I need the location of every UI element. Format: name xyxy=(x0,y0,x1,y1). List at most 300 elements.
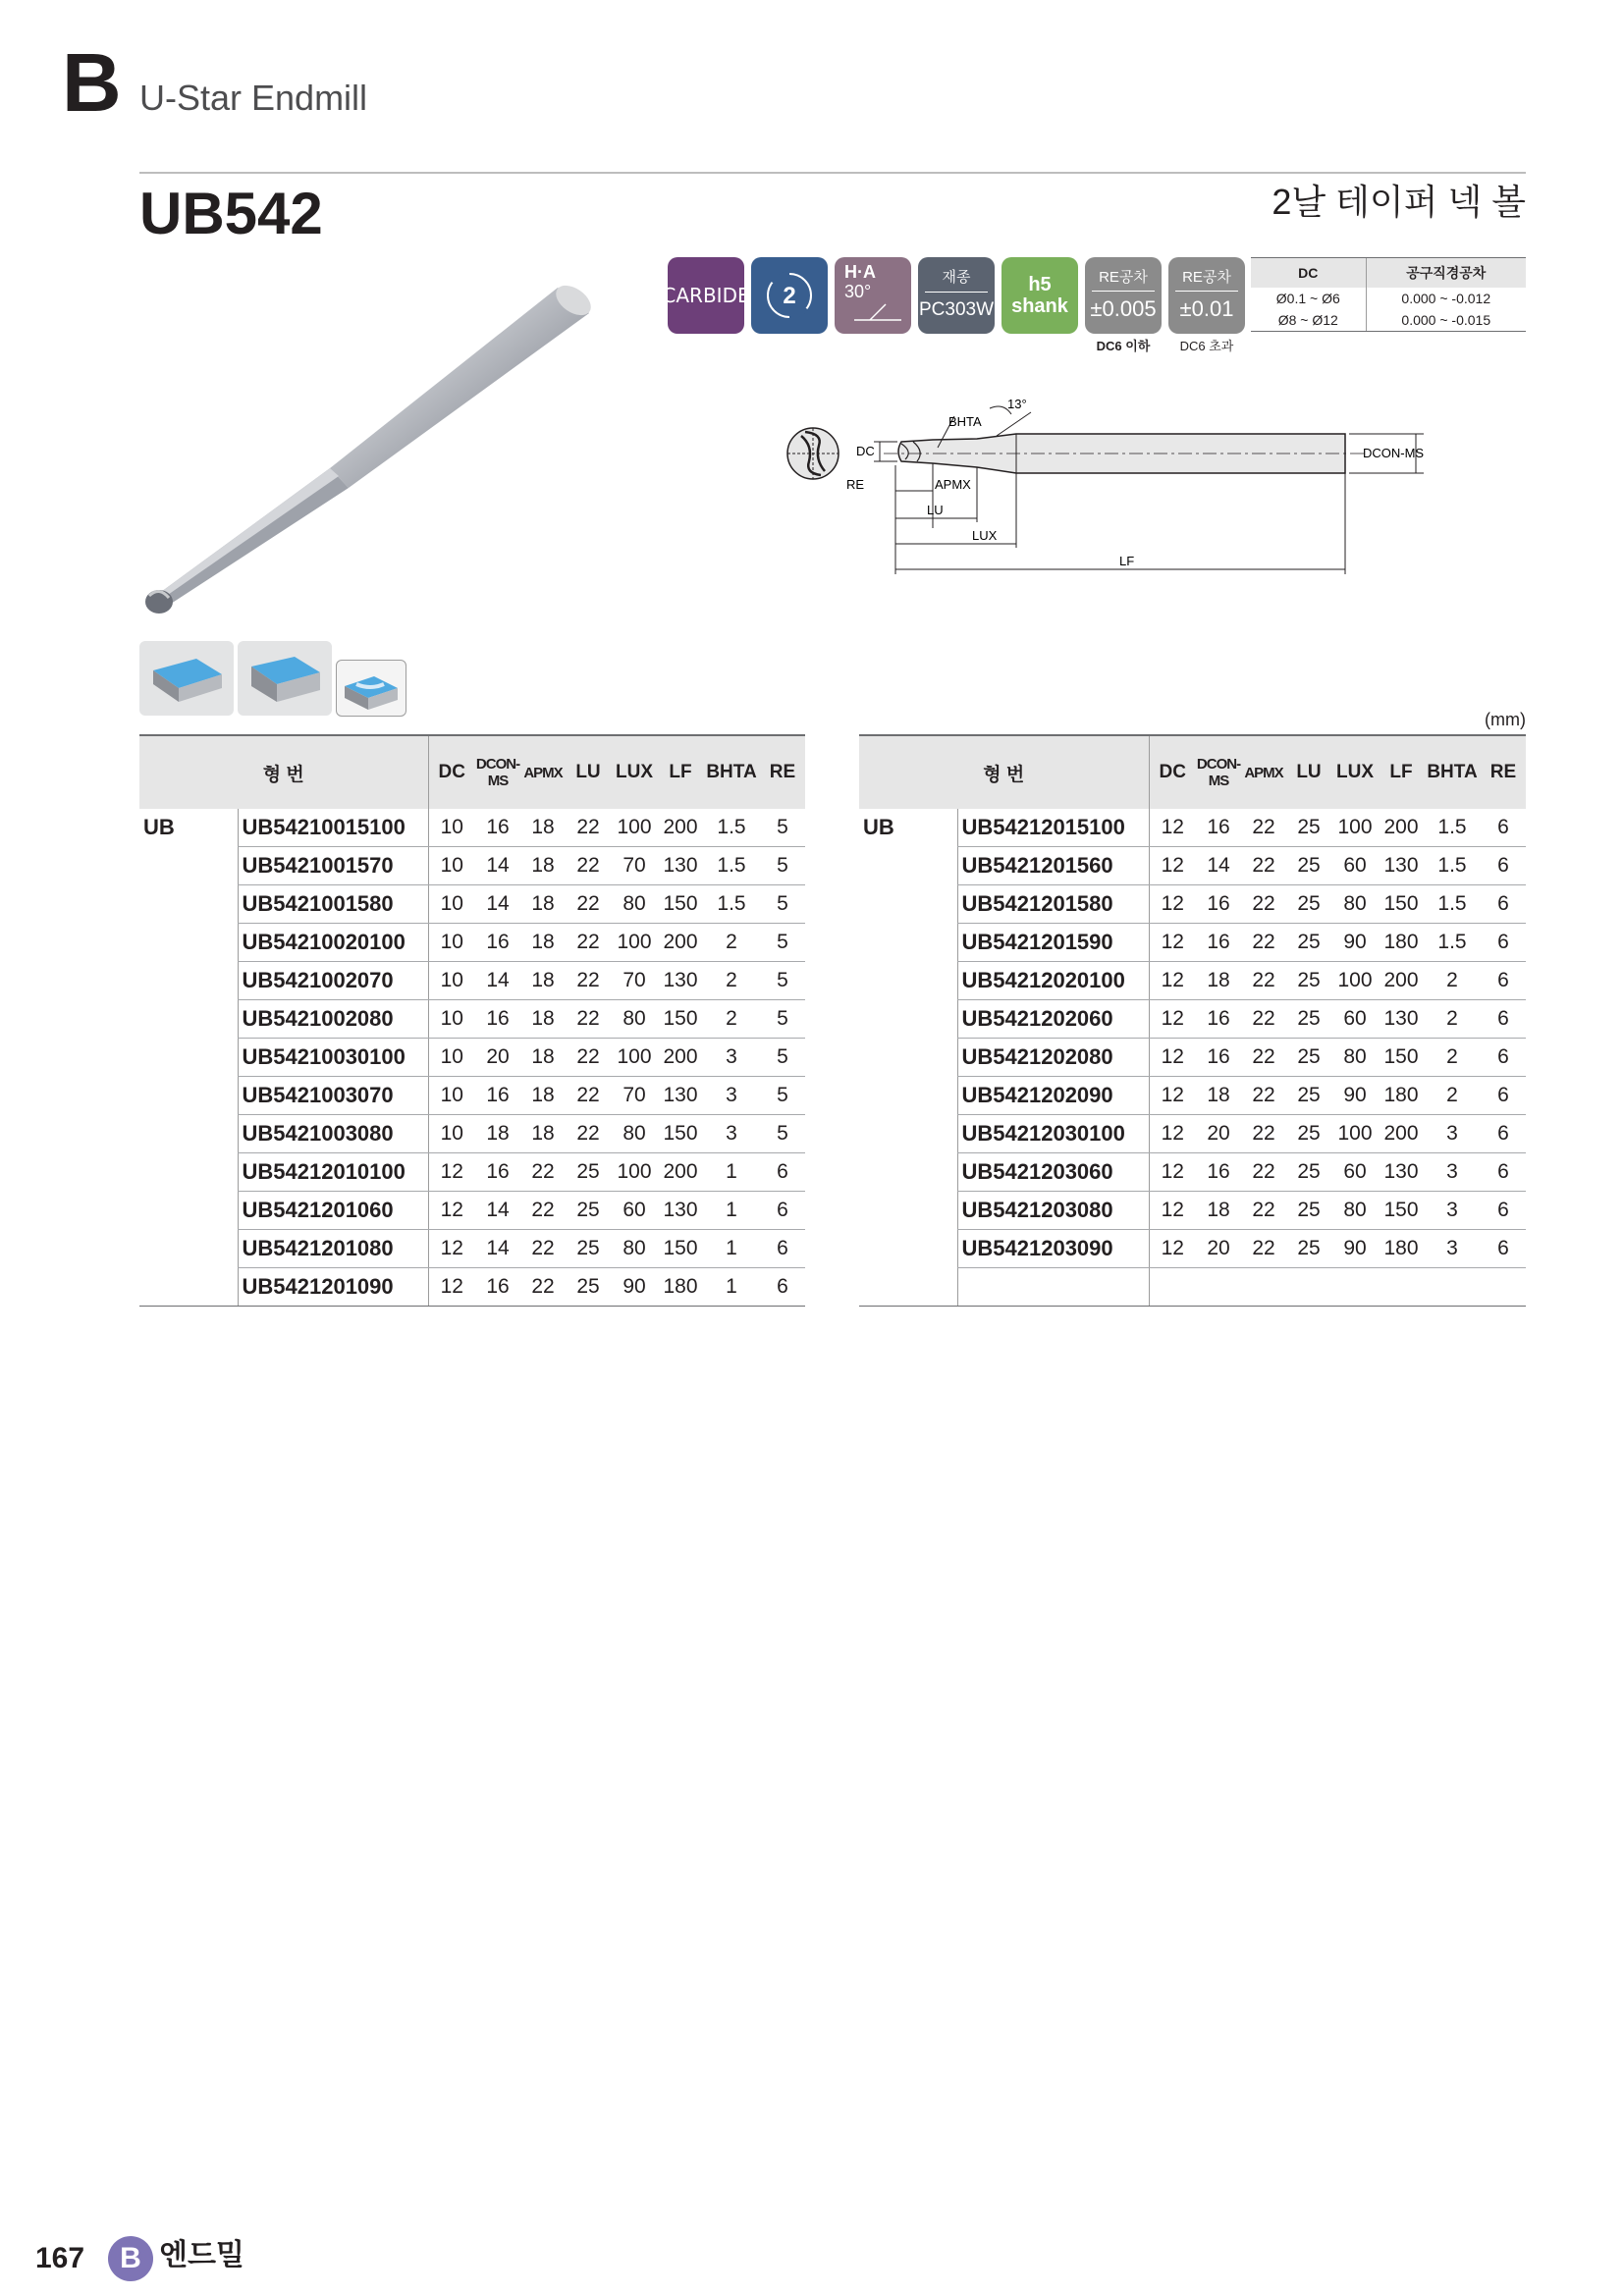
spec-cell: 5 xyxy=(760,1000,805,1039)
spec-cell: 10 xyxy=(428,885,475,924)
re-tolerance-value: ±0.01 xyxy=(1179,296,1234,322)
spec-cell: 12 xyxy=(1149,1115,1196,1153)
page-number: 167 xyxy=(35,2242,85,2274)
dim-label-re: RE xyxy=(846,477,865,492)
table-row xyxy=(859,1039,1526,1077)
spec-cell: 14 xyxy=(475,885,520,924)
spec-cell: 200 xyxy=(658,1153,703,1192)
col-header-apmx: APMX xyxy=(520,735,566,809)
spec-cell: 18 xyxy=(520,1000,566,1039)
part-number-cell: UB5421203060 xyxy=(957,1153,1149,1192)
group-cell xyxy=(139,1192,238,1230)
spec-cell: 22 xyxy=(566,1077,611,1115)
dim-label-dc: DC xyxy=(856,444,875,458)
workpiece-slope-icon xyxy=(238,641,332,716)
table-row xyxy=(139,1115,805,1153)
spec-cell: 25 xyxy=(1286,885,1331,924)
spec-cell: 25 xyxy=(1286,962,1331,1000)
spec-cell: 3 xyxy=(1424,1230,1481,1268)
spec-cell: 5 xyxy=(760,962,805,1000)
group-cell xyxy=(859,924,957,962)
spec-cell: 1 xyxy=(703,1268,760,1307)
spec-cell: 150 xyxy=(658,1000,703,1039)
spec-cell: 1.5 xyxy=(1424,885,1481,924)
spec-cell: 100 xyxy=(1331,1115,1379,1153)
dim-label-bhta: BHTA xyxy=(948,414,982,429)
spec-cell: 1 xyxy=(703,1192,760,1230)
part-number-cell: UB5421003070 xyxy=(238,1077,428,1115)
spec-cell: 180 xyxy=(1379,1230,1424,1268)
h5-shank-badge xyxy=(1001,257,1078,334)
table-row xyxy=(139,1192,805,1230)
spec-cell: 6 xyxy=(1481,1039,1526,1077)
group-cell xyxy=(139,885,238,924)
dim-label-dcon: DCON-MS xyxy=(1363,446,1425,460)
table-row xyxy=(859,1192,1526,1230)
group-cell xyxy=(859,885,957,924)
spec-cell: 150 xyxy=(658,1115,703,1153)
spec-cell: 18 xyxy=(520,1039,566,1077)
spec-cell: 130 xyxy=(1379,847,1424,885)
endmill-ball-tip xyxy=(145,590,173,614)
group-cell: UB xyxy=(863,815,894,840)
spec-cell: 25 xyxy=(1286,1077,1331,1115)
spec-cell: 80 xyxy=(611,1000,658,1039)
part-number-cell: UB5421201060 xyxy=(238,1192,428,1230)
table-row xyxy=(859,1230,1526,1268)
spec-cell: 2 xyxy=(1424,1000,1481,1039)
spec-cell: 10 xyxy=(428,924,475,962)
spec-cell: 60 xyxy=(611,1192,658,1230)
table-row xyxy=(859,1153,1526,1192)
spec-cell: 1 xyxy=(703,1153,760,1192)
spec-cell: 1.5 xyxy=(1424,924,1481,962)
spec-cell: 14 xyxy=(475,1230,520,1268)
spec-cell: 12 xyxy=(428,1153,475,1192)
spec-cell: 16 xyxy=(475,1077,520,1115)
spec-cell: 80 xyxy=(1331,1192,1379,1230)
spec-cell: 22 xyxy=(1241,847,1286,885)
flute-count-icon xyxy=(763,269,816,322)
spec-cell: 25 xyxy=(1286,847,1331,885)
col-header-lu: LU xyxy=(1286,735,1331,809)
spec-cell: 16 xyxy=(475,1268,520,1307)
spec-cell: 14 xyxy=(475,962,520,1000)
spec-cell: 22 xyxy=(566,1039,611,1077)
spec-cell: 100 xyxy=(611,1039,658,1077)
spec-cell: 1.5 xyxy=(703,847,760,885)
part-number-cell: UB54210030100 xyxy=(238,1039,428,1077)
group-cell xyxy=(139,1115,238,1153)
group-cell xyxy=(859,1153,957,1192)
part-number-cell: UB5421203080 xyxy=(957,1192,1149,1230)
spec-cell: 10 xyxy=(428,1039,475,1077)
spec-cell: 22 xyxy=(566,809,611,847)
spec-cell: 22 xyxy=(1241,1077,1286,1115)
spec-cell: 16 xyxy=(1196,1000,1241,1039)
spec-cell: 18 xyxy=(520,924,566,962)
dim-label-lu: LU xyxy=(927,503,944,517)
spec-cell xyxy=(1424,1268,1481,1307)
spec-cell: 25 xyxy=(566,1192,611,1230)
spec-cell: 200 xyxy=(658,924,703,962)
spec-cell: 130 xyxy=(658,1192,703,1230)
col-header-lf: LF xyxy=(1379,735,1424,809)
spec-cell: 22 xyxy=(1241,1115,1286,1153)
spec-cell: 5 xyxy=(760,1039,805,1077)
carbide-badge xyxy=(662,257,750,334)
spec-cell: 16 xyxy=(1196,809,1241,847)
table-row xyxy=(139,1000,805,1039)
table-row xyxy=(859,1000,1526,1039)
col-header-dc: DC xyxy=(428,735,475,809)
spec-cell xyxy=(1379,1268,1424,1307)
spec-cell: 16 xyxy=(1196,1039,1241,1077)
group-cell xyxy=(139,1000,238,1039)
spec-cell: 130 xyxy=(1379,1000,1424,1039)
spec-cell: 22 xyxy=(566,885,611,924)
dim-label-lf: LF xyxy=(1119,554,1135,568)
spec-cell xyxy=(1331,1268,1379,1307)
spec-cell xyxy=(1149,1268,1196,1307)
table-row xyxy=(139,809,805,847)
spec-cell: 25 xyxy=(1286,924,1331,962)
spec-cell: 60 xyxy=(1331,847,1379,885)
group-cell xyxy=(139,1077,238,1115)
spec-cell: 3 xyxy=(703,1115,760,1153)
shank-tolerance: h5 xyxy=(1028,274,1052,295)
spec-cell: 14 xyxy=(475,847,520,885)
re-tolerance-note: DC6 초과 xyxy=(1179,339,1234,353)
spec-cell: 80 xyxy=(611,1115,658,1153)
tool-end-view xyxy=(787,428,839,479)
spec-cell: 16 xyxy=(1196,1153,1241,1192)
tol-cell: Ø0.1 ~ Ø6 xyxy=(1275,291,1340,306)
spec-cell: 6 xyxy=(1481,1077,1526,1115)
col-header-lf: LF xyxy=(658,735,703,809)
spec-cell: 16 xyxy=(475,1000,520,1039)
table-row xyxy=(139,1268,805,1307)
col-header-lux: LUX xyxy=(611,735,658,809)
spec-cell: 6 xyxy=(760,1268,805,1307)
spec-cell: 180 xyxy=(1379,1077,1424,1115)
spec-cell: 90 xyxy=(1331,1230,1379,1268)
spec-cell: 25 xyxy=(566,1268,611,1307)
part-number-cell: UB54212030100 xyxy=(957,1115,1149,1153)
part-number-cell: UB54212010100 xyxy=(238,1153,428,1192)
group-cell xyxy=(859,847,957,885)
table-row xyxy=(859,1115,1526,1153)
spec-cell: 25 xyxy=(1286,1039,1331,1077)
spec-cell: 80 xyxy=(1331,885,1379,924)
spec-cell: 100 xyxy=(611,809,658,847)
spec-cell: 18 xyxy=(520,809,566,847)
spec-cell: 200 xyxy=(1379,809,1424,847)
spec-cell: 100 xyxy=(611,924,658,962)
col-header-bhta: BHTA xyxy=(703,735,760,809)
spec-cell: 22 xyxy=(566,924,611,962)
spec-cell: 1.5 xyxy=(1424,847,1481,885)
col-header-re: RE xyxy=(1481,735,1526,809)
helix-value: 30° xyxy=(844,281,872,301)
spec-cell: 22 xyxy=(1241,885,1286,924)
spec-cell: 12 xyxy=(1149,809,1196,847)
spec-cell: 100 xyxy=(611,1153,658,1192)
table-row xyxy=(139,924,805,962)
spec-cell: 3 xyxy=(1424,1192,1481,1230)
table-row xyxy=(859,1268,1526,1307)
coating-grade-badge xyxy=(918,257,995,334)
table-row xyxy=(139,1039,805,1077)
tol-header-dc: DC xyxy=(1251,258,1366,289)
spec-cell: 12 xyxy=(1149,1039,1196,1077)
group-cell xyxy=(139,924,238,962)
spec-cell: 25 xyxy=(566,1230,611,1268)
spec-cell: 200 xyxy=(1379,1115,1424,1153)
tol-cell: 0.000 ~ -0.012 xyxy=(1366,288,1526,309)
spec-cell: 6 xyxy=(1481,1192,1526,1230)
spec-cell: 16 xyxy=(475,1153,520,1192)
spec-cell: 130 xyxy=(658,1077,703,1115)
re-tolerance-note: DC6 이하 xyxy=(1096,339,1151,353)
table-body-left xyxy=(139,809,805,1307)
tol-cell: Ø8 ~ Ø12 xyxy=(1251,309,1366,332)
spec-cell: 12 xyxy=(1149,924,1196,962)
spec-cell: 100 xyxy=(1331,962,1379,1000)
section-letter: B xyxy=(62,36,122,129)
coating-label: 재종 xyxy=(925,270,988,294)
table-row xyxy=(139,1153,805,1192)
spec-cell xyxy=(1241,1268,1286,1307)
spec-cell: 12 xyxy=(1149,962,1196,1000)
spec-cell: 20 xyxy=(1196,1115,1241,1153)
part-number-cell xyxy=(957,1268,1149,1307)
helix-angle-badge xyxy=(835,257,911,334)
spec-cell: 180 xyxy=(1379,924,1424,962)
group-cell xyxy=(859,1268,957,1307)
spec-cell: 25 xyxy=(1286,1192,1331,1230)
part-number-cell: UB5421201580 xyxy=(957,885,1149,924)
dimension-diagram xyxy=(776,393,1443,589)
spec-cell: 18 xyxy=(520,962,566,1000)
spec-cell: 22 xyxy=(566,962,611,1000)
part-number-cell: UB5421001570 xyxy=(238,847,428,885)
table-row xyxy=(139,847,805,885)
spec-cell: 130 xyxy=(658,962,703,1000)
spec-cell: 10 xyxy=(428,847,475,885)
part-number-cell: UB54210020100 xyxy=(238,924,428,962)
spec-cell: 25 xyxy=(1286,1153,1331,1192)
header-divider xyxy=(139,172,1526,174)
part-number-cell: UB5421201560 xyxy=(957,847,1149,885)
coating-value: PC303W xyxy=(918,299,995,321)
endmill-neck xyxy=(161,468,349,604)
spec-cell: 6 xyxy=(1481,962,1526,1000)
spec-cell: 12 xyxy=(1149,1192,1196,1230)
col-header-dcon: DCON-MS xyxy=(475,735,520,809)
carbide-label: CARBIDE xyxy=(662,284,750,307)
spec-cell: 14 xyxy=(475,1192,520,1230)
group-cell xyxy=(139,1153,238,1192)
spec-cell: 2 xyxy=(703,1000,760,1039)
spec-cell: 6 xyxy=(1481,1000,1526,1039)
spec-cell: 1.5 xyxy=(703,809,760,847)
spec-cell: 80 xyxy=(1331,1039,1379,1077)
spec-cell xyxy=(1196,1268,1241,1307)
part-number-cell: UB5421001580 xyxy=(238,885,428,924)
spec-cell: 12 xyxy=(1149,847,1196,885)
spec-cell: 2 xyxy=(1424,962,1481,1000)
spec-cell: 3 xyxy=(703,1039,760,1077)
spec-cell: 22 xyxy=(566,1115,611,1153)
spec-cell: 25 xyxy=(1286,1115,1331,1153)
spec-cell: 180 xyxy=(658,1268,703,1307)
section-badge: B xyxy=(108,2236,153,2281)
tool-side-view xyxy=(884,434,1365,473)
col-header-part: 형 번 xyxy=(859,735,1149,809)
spec-cell xyxy=(1286,1268,1331,1307)
helix-label: H·A xyxy=(844,262,876,282)
spec-cell: 100 xyxy=(1331,809,1379,847)
spec-cell: 22 xyxy=(520,1153,566,1192)
helix-angle-icon xyxy=(850,302,905,324)
spec-cell: 1.5 xyxy=(1424,809,1481,847)
part-number-cell: UB5421201080 xyxy=(238,1230,428,1268)
section-title: U-Star Endmill xyxy=(139,78,368,118)
part-number-cell: UB5421203090 xyxy=(957,1230,1149,1268)
part-number-cell: UB5421003080 xyxy=(238,1115,428,1153)
spec-cell: 18 xyxy=(1196,1192,1241,1230)
spec-cell: 2 xyxy=(1424,1039,1481,1077)
spec-cell: 16 xyxy=(475,809,520,847)
spec-cell: 18 xyxy=(475,1115,520,1153)
spec-cell: 6 xyxy=(1481,924,1526,962)
spec-cell: 10 xyxy=(428,1077,475,1115)
spec-cell: 12 xyxy=(1149,1077,1196,1115)
col-header-part: 형 번 xyxy=(139,735,428,809)
part-number-cell: UB5421202080 xyxy=(957,1039,1149,1077)
table-body-right xyxy=(859,809,1526,1307)
spec-cell: 14 xyxy=(1196,847,1241,885)
spec-cell: 6 xyxy=(760,1230,805,1268)
col-header-apmx: APMX xyxy=(1241,735,1286,809)
spec-cell: 6 xyxy=(1481,847,1526,885)
spec-cell: 5 xyxy=(760,1077,805,1115)
re-tolerance-badge-large xyxy=(1168,257,1245,334)
spec-cell: 3 xyxy=(1424,1153,1481,1192)
spec-cell: 12 xyxy=(1149,1153,1196,1192)
spec-cell: 22 xyxy=(1241,1039,1286,1077)
spec-cell: 6 xyxy=(1481,1153,1526,1192)
diameter-tolerance-table xyxy=(1251,257,1526,332)
dim-label-apmx: APMX xyxy=(935,477,971,492)
col-header-re: RE xyxy=(760,735,805,809)
spec-cell xyxy=(1481,1268,1526,1307)
model-title: UB542 xyxy=(139,181,323,246)
spec-cell: 150 xyxy=(1379,1192,1424,1230)
part-number-cell: UB5421201090 xyxy=(238,1268,428,1307)
group-cell xyxy=(859,1039,957,1077)
spec-cell: 10 xyxy=(428,962,475,1000)
re-tolerance-badge-small xyxy=(1085,257,1162,334)
workpiece-flat-icon xyxy=(139,641,234,716)
group-cell xyxy=(859,1000,957,1039)
group-cell xyxy=(859,1077,957,1115)
spec-cell: 22 xyxy=(520,1268,566,1307)
table-row xyxy=(859,847,1526,885)
spec-cell: 90 xyxy=(611,1268,658,1307)
spec-cell: 22 xyxy=(1241,924,1286,962)
part-number-cell: UB5421002070 xyxy=(238,962,428,1000)
spec-cell: 22 xyxy=(1241,1000,1286,1039)
spec-cell: 80 xyxy=(611,1230,658,1268)
spec-cell: 12 xyxy=(428,1192,475,1230)
spec-cell: 25 xyxy=(566,1153,611,1192)
spec-cell: 20 xyxy=(475,1039,520,1077)
product-table-left xyxy=(139,734,805,1307)
spec-cell: 3 xyxy=(1424,1115,1481,1153)
spec-cell: 25 xyxy=(1286,1000,1331,1039)
spec-cell: 12 xyxy=(1149,885,1196,924)
spec-cell: 2 xyxy=(703,924,760,962)
spec-cell: 150 xyxy=(658,1230,703,1268)
flute-count-value: 2 xyxy=(783,283,796,309)
product-table-right xyxy=(859,734,1526,1307)
table-row xyxy=(859,962,1526,1000)
spec-cell: 2 xyxy=(1424,1077,1481,1115)
spec-cell: 22 xyxy=(1241,962,1286,1000)
spec-cell: 130 xyxy=(1379,1153,1424,1192)
spec-cell: 130 xyxy=(658,847,703,885)
tol-cell: 0.000 ~ -0.015 xyxy=(1366,309,1526,332)
flute-count-badge xyxy=(751,257,828,334)
table-row xyxy=(139,1077,805,1115)
re-tolerance-value: ±0.005 xyxy=(1090,296,1157,322)
col-header-dc: DC xyxy=(1149,735,1196,809)
spec-cell: 5 xyxy=(760,809,805,847)
spec-cell: 200 xyxy=(658,1039,703,1077)
group-cell xyxy=(859,1230,957,1268)
part-number-cell: UB5421201590 xyxy=(957,924,1149,962)
spec-cell: 6 xyxy=(760,1153,805,1192)
dim-label-angle: 13° xyxy=(1007,397,1027,411)
table-row xyxy=(859,1077,1526,1115)
shank-label: shank xyxy=(1011,295,1068,317)
col-header-lu: LU xyxy=(566,735,611,809)
part-number-cell: UB5421202090 xyxy=(957,1077,1149,1115)
spec-cell: 70 xyxy=(611,1077,658,1115)
part-number-cell: UB54212020100 xyxy=(957,962,1149,1000)
spec-cell: 5 xyxy=(760,1115,805,1153)
spec-cell: 5 xyxy=(760,924,805,962)
spec-cell: 70 xyxy=(611,962,658,1000)
spec-cell: 18 xyxy=(520,1115,566,1153)
group-cell xyxy=(859,1192,957,1230)
spec-cell: 22 xyxy=(566,847,611,885)
spec-cell: 1 xyxy=(703,1230,760,1268)
spec-cell: 10 xyxy=(428,1115,475,1153)
table-row xyxy=(139,1230,805,1268)
spec-cell: 150 xyxy=(1379,885,1424,924)
spec-cell: 6 xyxy=(1481,885,1526,924)
spec-cell: 16 xyxy=(1196,924,1241,962)
dim-label-lux: LUX xyxy=(972,528,998,543)
col-header-bhta: BHTA xyxy=(1424,735,1481,809)
table-row xyxy=(859,924,1526,962)
spec-cell: 1.5 xyxy=(703,885,760,924)
spec-cell: 12 xyxy=(428,1268,475,1307)
part-number-cell: UB54212015100 xyxy=(957,809,1149,847)
